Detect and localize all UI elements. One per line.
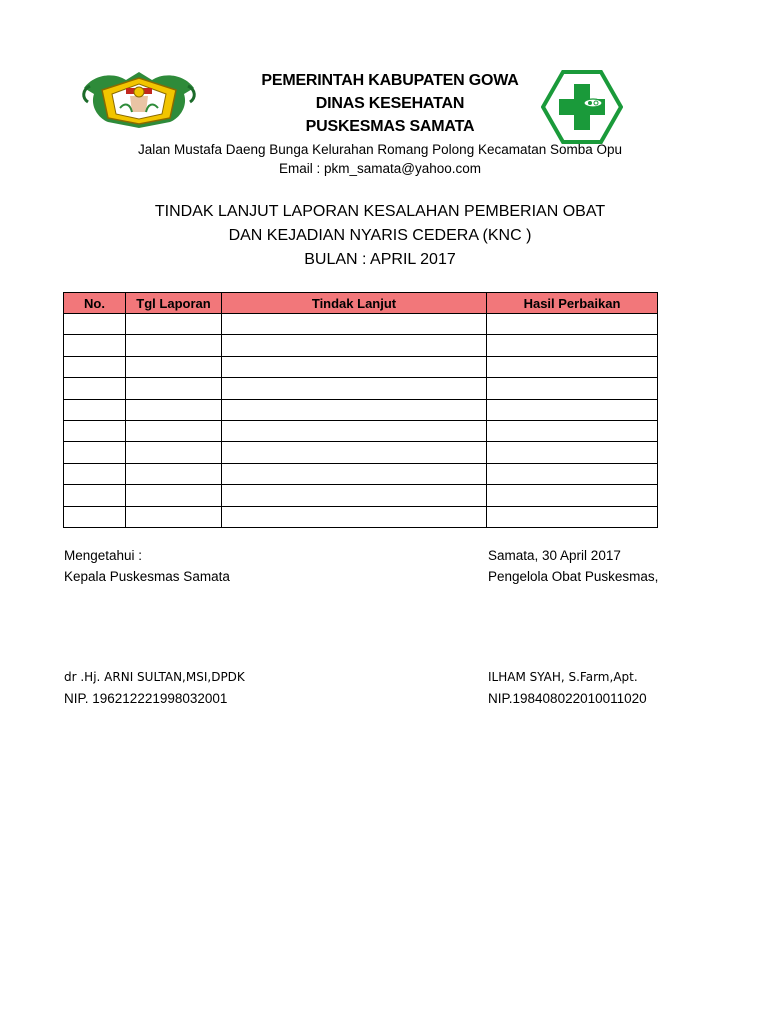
left-signer-name: dr .Hj. ARNI SULTAN,MSI,DPDK bbox=[64, 670, 245, 684]
table-row bbox=[64, 420, 658, 441]
table-cell bbox=[126, 463, 222, 484]
column-header-result: Hasil Perbaikan bbox=[487, 293, 658, 314]
table-cell bbox=[64, 463, 126, 484]
report-month: BULAN : APRIL 2017 bbox=[304, 251, 456, 268]
table-row bbox=[64, 314, 658, 335]
table-cell bbox=[126, 442, 222, 463]
table-cell bbox=[487, 378, 658, 399]
table-cell bbox=[487, 314, 658, 335]
table-cell bbox=[64, 378, 126, 399]
table-cell bbox=[126, 356, 222, 377]
table-row bbox=[64, 335, 658, 356]
header-government: PEMERINTAH KABUPATEN GOWA bbox=[261, 72, 519, 89]
table-header-row bbox=[64, 293, 658, 314]
table-cell bbox=[487, 485, 658, 506]
follow-up-table bbox=[63, 292, 658, 528]
puskesmas-logo bbox=[541, 70, 623, 144]
table-cell bbox=[487, 335, 658, 356]
right-signer-role: Pengelola Obat Puskesmas, bbox=[488, 569, 659, 584]
column-header-no: No. bbox=[64, 293, 126, 314]
table-cell bbox=[64, 356, 126, 377]
right-signer-name: ILHAM SYAH, S.Farm,Apt. bbox=[488, 670, 638, 684]
table-cell bbox=[487, 463, 658, 484]
table-cell bbox=[222, 485, 487, 506]
table-cell bbox=[126, 399, 222, 420]
table-cell bbox=[487, 442, 658, 463]
table-cell bbox=[126, 335, 222, 356]
table-cell bbox=[222, 378, 487, 399]
table-cell bbox=[64, 442, 126, 463]
table-cell bbox=[64, 420, 126, 441]
table-row bbox=[64, 378, 658, 399]
table-cell bbox=[64, 506, 126, 527]
table-cell bbox=[126, 378, 222, 399]
table-row bbox=[64, 485, 658, 506]
table-cell bbox=[64, 485, 126, 506]
table-cell bbox=[222, 335, 487, 356]
table-cell bbox=[222, 420, 487, 441]
table-cell bbox=[126, 506, 222, 527]
left-acknowledge-label: Mengetahui : bbox=[64, 548, 143, 563]
table-cell bbox=[126, 314, 222, 335]
left-signer-role: Kepala Puskesmas Samata bbox=[64, 569, 230, 584]
right-signer-nip: NIP.198408022010011020 bbox=[488, 691, 647, 706]
header-email: Email : pkm_samata@yahoo.com bbox=[278, 161, 482, 176]
table-cell bbox=[64, 335, 126, 356]
header-address: Jalan Mustafa Daeng Bunga Kelurahan Romang Polong Kecamatan Somba Opu bbox=[137, 142, 623, 157]
table-row bbox=[64, 463, 658, 484]
left-signer-nip: NIP. 196212221998032001 bbox=[64, 691, 228, 706]
column-header-date: Tgl Laporan bbox=[126, 293, 222, 314]
header-department: DINAS KESEHATAN bbox=[315, 95, 465, 112]
table-cell bbox=[64, 314, 126, 335]
column-header-follow-up: Tindak Lanjut bbox=[222, 293, 487, 314]
table-row bbox=[64, 399, 658, 420]
table-cell bbox=[487, 420, 658, 441]
table-row bbox=[64, 356, 658, 377]
table-cell bbox=[222, 314, 487, 335]
table-cell bbox=[126, 485, 222, 506]
table-cell bbox=[487, 356, 658, 377]
table-cell bbox=[222, 399, 487, 420]
table-cell bbox=[222, 442, 487, 463]
table-cell bbox=[222, 506, 487, 527]
table-cell bbox=[487, 506, 658, 527]
table-cell bbox=[222, 356, 487, 377]
table-cell bbox=[222, 463, 487, 484]
table-row bbox=[64, 506, 658, 527]
table-cell bbox=[64, 399, 126, 420]
signing-place-date: Samata, 30 April 2017 bbox=[488, 548, 621, 563]
report-title-line1: TINDAK LANJUT LAPORAN KESALAHAN PEMBERIAN OBAT bbox=[154, 203, 606, 220]
report-title-line2: DAN KEJADIAN NYARIS CEDERA (KNC ) bbox=[228, 227, 532, 244]
table-cell bbox=[126, 420, 222, 441]
header-puskesmas: PUSKESMAS SAMATA bbox=[305, 118, 475, 135]
table-cell bbox=[487, 399, 658, 420]
table-row bbox=[64, 442, 658, 463]
